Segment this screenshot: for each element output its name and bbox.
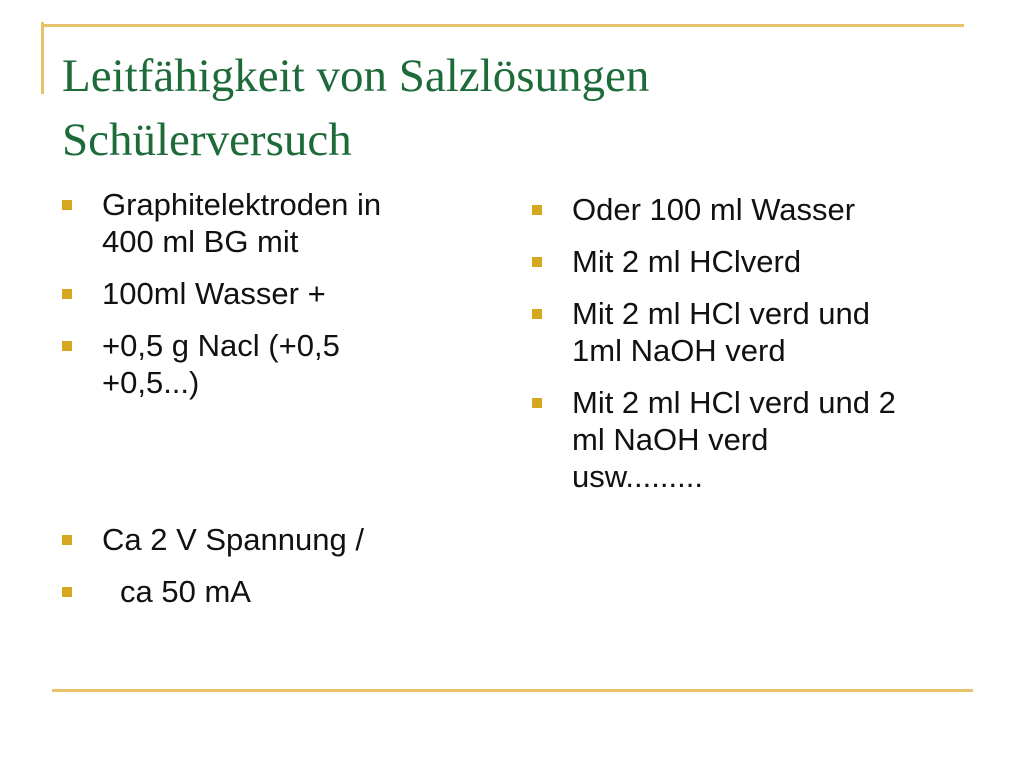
list-item-text-line: Oder 100 ml Wasser — [572, 192, 856, 227]
list-item — [530, 243, 970, 280]
list-item-text-line: 100ml Wasser + — [102, 276, 326, 311]
list-item-text-line: +0,5...) — [102, 365, 200, 400]
list-item-text-line: ca 50 mA — [120, 574, 251, 609]
square-bullet-icon — [532, 398, 542, 408]
right-bullet-list — [530, 191, 970, 495]
square-bullet-icon — [62, 289, 72, 299]
left-bullet-list — [60, 186, 460, 610]
square-bullet-icon — [62, 341, 72, 351]
list-item — [60, 521, 460, 558]
list-item — [530, 384, 970, 495]
list-item-text-line: Graphitelektroden in — [102, 187, 382, 222]
list-item — [60, 186, 460, 260]
square-bullet-icon — [62, 535, 72, 545]
frame-bottom-line — [52, 689, 973, 692]
list-item — [60, 327, 460, 401]
square-bullet-icon — [532, 205, 542, 215]
square-bullet-icon — [532, 257, 542, 267]
frame-left-line — [41, 22, 44, 94]
list-item — [530, 295, 970, 369]
list-item-text-line: Mit 2 ml HCl verd und — [572, 296, 871, 331]
list-item-text-line: 400 ml BG mit — [102, 224, 299, 259]
list-item — [60, 275, 460, 312]
list-item-text-line: Ca 2 V Spannung / — [102, 522, 364, 557]
list-item-text-line: Mit 2 ml HClverd — [572, 244, 802, 279]
title-line-1: Leitfähigkeit von Salzlösungen — [62, 50, 650, 102]
list-item-text-line: usw......... — [572, 459, 703, 494]
square-bullet-icon — [62, 587, 72, 597]
slide-title — [62, 44, 942, 172]
square-bullet-icon — [532, 309, 542, 319]
list-item-text-line: ml NaOH verd — [572, 422, 769, 457]
list-item-text-line: Mit 2 ml HCl verd und 2 — [572, 385, 896, 420]
list-item-text-line: +0,5 g Nacl (+0,5 — [102, 328, 340, 363]
list-item — [60, 573, 460, 610]
list-item — [530, 191, 970, 228]
title-line-2: Schülerversuch — [62, 114, 352, 166]
frame-top-line — [44, 24, 964, 27]
square-bullet-icon — [62, 200, 72, 210]
list-item-text-line: 1ml NaOH verd — [572, 333, 786, 368]
